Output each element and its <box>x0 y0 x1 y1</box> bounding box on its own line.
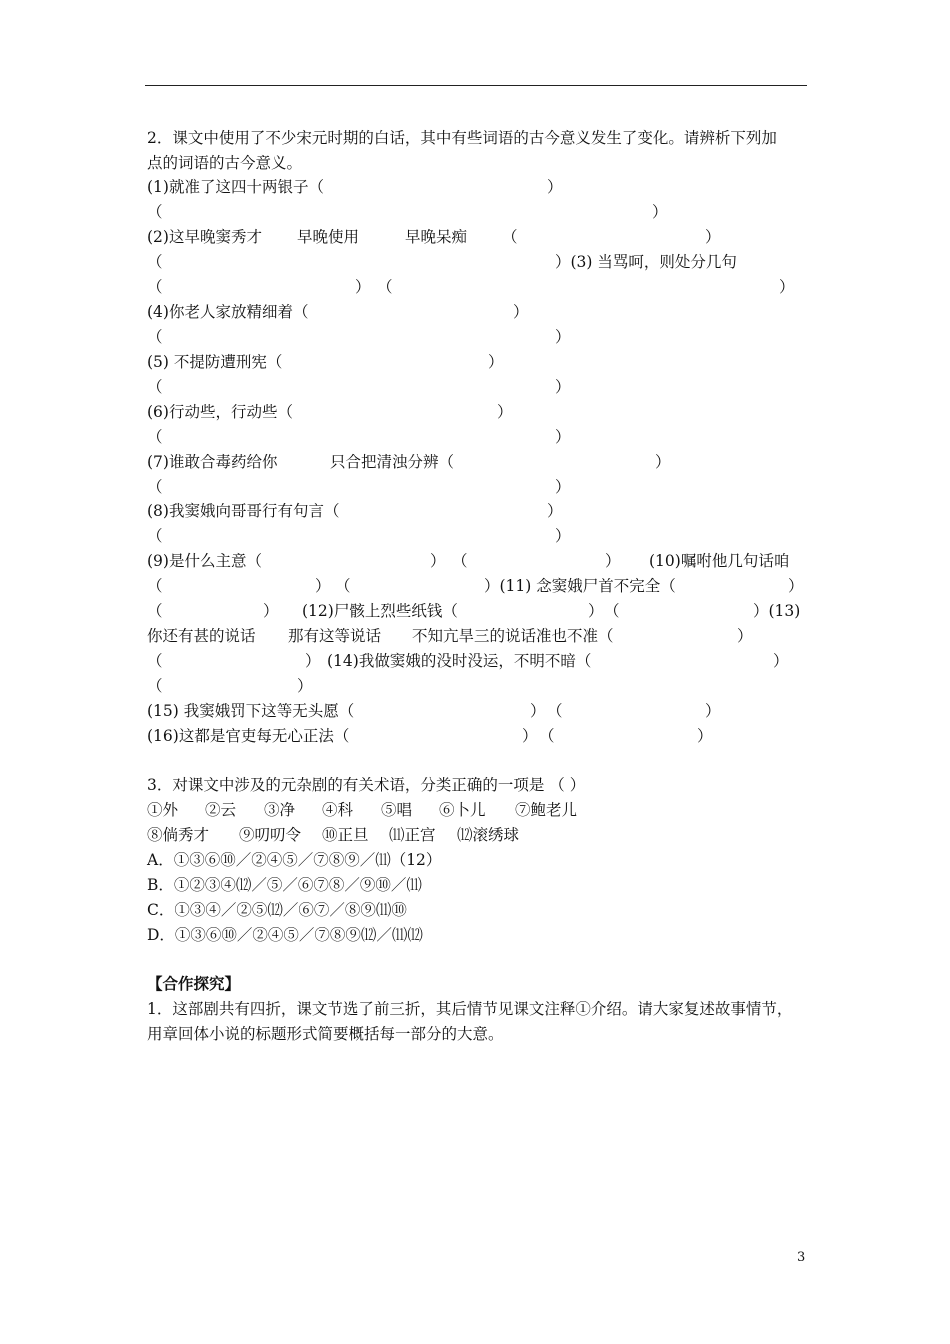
blank-close: ） <box>497 403 513 421</box>
q2-blank-row <box>147 676 313 696</box>
blank-close: ） <box>605 552 621 570</box>
q2-item-16-text: (16)这都是官吏每无心正法（ <box>147 727 350 745</box>
q3-term: ⑦鲍老儿 <box>515 801 578 819</box>
q2-blank-row <box>147 277 795 297</box>
q2-item-13c: 不知亢旱三的说话准也不准（ <box>412 627 614 645</box>
blank-close: ） <box>488 353 504 371</box>
q2-blank-row <box>147 427 571 447</box>
blank-close: ） <box>555 527 571 545</box>
q2-blank-row <box>147 327 571 347</box>
blank-close: ） <box>530 702 546 720</box>
q2-item-6-text: (6)行动些，行动些（ <box>147 403 293 421</box>
q2-item-9-10 <box>147 551 790 571</box>
blank-open: （ <box>377 278 393 296</box>
header-rule <box>145 85 807 86</box>
q3-term: ⑿滚绣球 <box>457 826 520 844</box>
q2-item-1-text: (1)就准了这四十两银子（ <box>147 178 324 196</box>
q2-item-6 <box>147 402 513 422</box>
coop-paragraph-line1: 1．这部剧共有四折，课文节选了前三折，其后情节见课文注释①介绍。请大家复述故事情节， <box>147 1000 793 1018</box>
blank-open: （ <box>147 428 163 446</box>
blank-close: ） <box>315 577 331 595</box>
q2-item-15-text: (15) 我窦娥罚下这等无头愿（ <box>147 702 355 720</box>
blank-open: （ <box>539 727 555 745</box>
q2-item-3 <box>147 252 737 272</box>
blank-close: ） <box>737 627 753 645</box>
blank-open: （ <box>147 652 163 670</box>
q3-term: ⑨叨叨令 <box>239 826 302 844</box>
coop-paragraph-line2: 用章回体小说的标题形式简要概括每一部分的大意。 <box>147 1025 504 1043</box>
q2-item-13-label: ）(13) <box>753 602 801 620</box>
q2-item-12-text: (12)尸骸上烈些纸钱（ <box>302 602 458 620</box>
blank-open: （ <box>147 527 163 545</box>
blank-open: （ <box>147 203 163 221</box>
q2-item-1 <box>147 177 563 197</box>
blank-close: ） <box>297 677 313 695</box>
blank-open: （ <box>604 602 620 620</box>
q2-item-8-text: (8)我窦娥向哥哥行有句言（ <box>147 502 340 520</box>
blank-close: ） <box>779 278 795 296</box>
q3-option-d: D．①③⑥⑩／②④⑤／⑦⑧⑨⑿／⑾⑿ <box>147 926 423 944</box>
q3-stem: 3．对课文中涉及的元杂剧的有关术语，分类正确的一项是 （ ） <box>147 776 586 794</box>
blank-close: ） <box>705 702 721 720</box>
q2-blank-row <box>147 377 571 397</box>
q2-item-11 <box>147 576 804 596</box>
q2-intro-line2: 点的词语的古今意义。 <box>147 154 303 172</box>
blank-close: ） <box>513 303 529 321</box>
q2-item-10-text: (10)嘱咐他几句话咱 <box>649 552 790 570</box>
q2-blank-row <box>147 202 668 222</box>
blank-open: （ <box>335 577 351 595</box>
q2-blank-row <box>147 526 571 546</box>
blank-close: ） <box>655 453 671 471</box>
q2-item-7 <box>147 452 671 472</box>
q2-item-7b: 只合把清浊分辨（ <box>330 453 455 471</box>
q2-item-2a: (2)这早晚窦秀才 <box>147 228 262 246</box>
q2-item-5-text: (5) 不提防遭刑宪（ <box>147 353 283 371</box>
q3-option-a: A．①③⑥⑩／②④⑤／⑦⑧⑨／⑾（12） <box>147 851 442 869</box>
q2-item-2b: 早晚使用 <box>297 228 360 246</box>
blank-close: ） <box>547 502 563 520</box>
blank-close: ） <box>705 228 721 246</box>
blank-open: （ <box>147 328 163 346</box>
blank-open: （ <box>147 253 163 271</box>
section-heading: 【合作探究】 <box>147 974 241 993</box>
blank-close: ） <box>788 577 804 595</box>
q3-term: ⑧倘秀才 <box>147 826 210 844</box>
q2-item-13b: 那有这等说话 <box>288 627 382 645</box>
q2-item-14 <box>147 651 789 671</box>
q3-term: ⑥卜儿 <box>439 801 486 819</box>
blank-open: （ <box>147 478 163 496</box>
page-number: 3 <box>797 1250 806 1265</box>
q2-item-5 <box>147 352 504 372</box>
q3-option-b: B．①②③④⑿／⑤／⑥⑦⑧／⑨⑩／⑾ <box>147 876 422 894</box>
blank-open: （ <box>502 228 518 246</box>
q3-term: ②云 <box>205 801 237 819</box>
blank-close: ） <box>305 652 321 670</box>
q2-item-13 <box>147 626 753 646</box>
q3-term: ④科 <box>322 801 354 819</box>
blank-close: ） <box>697 727 713 745</box>
blank-close: ） <box>555 428 571 446</box>
q3-option-c: C．①③④／②⑤⑿／⑥⑦／⑧⑨⑾⑩ <box>147 901 407 919</box>
blank-open: （ <box>547 702 563 720</box>
q3-term: ①外 <box>147 801 179 819</box>
blank-close: ） <box>263 602 279 620</box>
q3-term: ⑩正旦 <box>322 826 369 844</box>
q2-item-13a: 你还有甚的说话 <box>147 627 256 645</box>
q2-item-4 <box>147 302 529 322</box>
q2-item-7a: (7)谁敢合毒药给你 <box>147 453 278 471</box>
q2-item-11-text: ）(11) 念窦娥尸首不完全（ <box>484 577 676 595</box>
blank-close: ） <box>522 727 538 745</box>
blank-close: ） <box>547 178 563 196</box>
blank-close: ） <box>355 278 371 296</box>
q2-item-2 <box>147 227 721 247</box>
q3-term: ③净 <box>264 801 296 819</box>
blank-close: ） <box>773 652 789 670</box>
blank-close: ） <box>430 552 446 570</box>
q2-intro-line1: 2．课文中使用了不少宋元时期的白话，其中有些词语的古今意义发生了变化。请辨析下列加 <box>147 129 777 147</box>
blank-open: （ <box>147 602 163 620</box>
q2-item-2c: 早晚呆痴 <box>405 228 468 246</box>
q2-item-9-text: (9)是什么主意（ <box>147 552 262 570</box>
q3-term: ⑤唱 <box>381 801 413 819</box>
q2-item-4-text: (4)你老人家放精细着（ <box>147 303 309 321</box>
blank-open: （ <box>147 577 163 595</box>
q2-item-3-text: ）(3) 当骂呵，则处分几句 <box>555 253 737 271</box>
q2-item-16 <box>147 726 713 746</box>
blank-open: （ <box>147 378 163 396</box>
q2-item-8 <box>147 501 563 521</box>
blank-close: ） <box>652 203 668 221</box>
blank-open: （ <box>147 677 163 695</box>
q2-item-12 <box>147 601 801 621</box>
q2-item-15 <box>147 701 721 721</box>
blank-close: ） <box>588 602 604 620</box>
blank-close: ） <box>555 328 571 346</box>
q3-term: ⑾正宫 <box>389 826 436 844</box>
blank-open: （ <box>147 278 163 296</box>
q2-blank-row <box>147 477 571 497</box>
q2-item-14-text: (14)我做窦娥的没时没运，不明不暗（ <box>327 652 592 670</box>
blank-close: ） <box>555 378 571 396</box>
blank-close: ） <box>555 478 571 496</box>
blank-open: （ <box>452 552 468 570</box>
